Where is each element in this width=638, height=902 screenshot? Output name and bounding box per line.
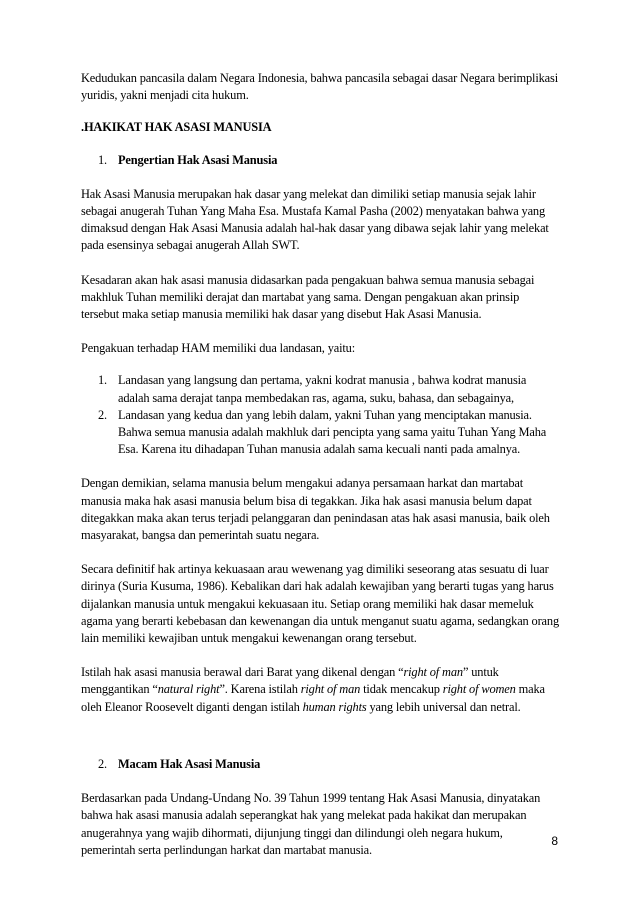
italic-term: natural right xyxy=(157,682,220,697)
list-number: 1. xyxy=(98,373,107,388)
italic-term: right of man xyxy=(300,682,361,697)
subsection-heading-1 xyxy=(81,152,559,169)
italic-term: human rights xyxy=(302,699,367,714)
text-span: Istilah hak asasi manusia berawal dari Barat yang dikenal dengan “ xyxy=(81,665,404,680)
landasan-list xyxy=(81,372,559,458)
section-title: .HAKIKAT HAK ASASI MANUSIA xyxy=(81,120,272,135)
subsection-number: 1. xyxy=(98,152,107,167)
text-span: maka oleh Eleanor Roosevelt diganti dengan istilah xyxy=(81,682,545,714)
italic-term: right of man xyxy=(403,665,463,680)
paragraph-definitif: Secara definitif hak artinya kekuasaan arau wewenang yag dimiliki seseorang atas sesuatu di luar dirinya (Suria Kusuma, 1986). Kebalikan dari hak adalah kewajiban yang berarti tugas yang harus dijalankan manusia untuk mengakui kekuasaan itu. Setiap orang memiliki hak dasar memeluk agama yang berarti kebebasan dan kewenangan dia untuk menganut suatu agama, sedangkan orang lain memiliki kewajiban untuk mengakui kewenangan orang tersebut. xyxy=(81,562,560,646)
list-text: Landasan yang langsung dan pertama, yakni kodrat manusia , bahwa kodrat manusia adalah sama derajat tanpa membedakan ras, agama, suku, bahasa, dan sebagainya, xyxy=(118,373,527,405)
page-number: 8 xyxy=(551,834,558,848)
list-number: 2. xyxy=(98,407,107,422)
paragraph-kesadaran: Kesadaran akan hak asasi manusia didasarkan pada pengakuan bahwa semua manusia sebagai makhluk Tuhan memiliki derajat dan martabat yang sama. Dengan pengakuan akan prinsip tersebut maka setiap manusia memiliki hak dasar yang disebut Hak Asasi Manusia. xyxy=(81,272,535,322)
subsection-title: Pengertian Hak Asasi Manusia xyxy=(118,152,278,167)
list-text: Landasan yang kedua dan yang lebih dalam, yakni Tuhan yang menciptakan manusia. Bahwa semua manusia adalah makhluk dari pencipta yang sama yaitu Tuhan Yang Maha Esa. Karena itu dihadapan Tuhan manusia adalah sama kecuali nanti pada amalnya. xyxy=(118,407,547,457)
text-span: tidak mencakup xyxy=(360,682,443,697)
text-span: yang lebih universal dan netral. xyxy=(366,699,521,714)
paragraph-istilah xyxy=(81,664,559,716)
list-item xyxy=(81,407,559,459)
subsection-title: Macam Hak Asasi Manusia xyxy=(118,756,261,771)
text-span: ” untuk menggantikan “ xyxy=(81,665,499,697)
italic-term: right of women xyxy=(442,682,516,697)
paragraph-pengakuan: Pengakuan terhadap HAM memiliki dua landasan, yaitu: xyxy=(81,341,356,356)
list-item xyxy=(81,372,559,406)
subsection-number: 2. xyxy=(98,756,107,771)
paragraph-definition: Hak Asasi Manusia merupakan hak dasar yang melekat dan dimiliki setiap manusia sejak lahir sebagai anugerah Tuhan Yang Maha Esa. Mustafa Kamal Pasha (2002) menyatakan bahwa yang dimaksud dengan Hak Asasi Manusia adalah hal-hak dasar yang dibawa sejak lahir yang melekat pada esensinya sebagai anugerah Allah SWT. xyxy=(81,186,549,253)
document-page xyxy=(81,70,559,859)
subsection-heading-2 xyxy=(81,756,559,773)
paragraph-demikian: Dengan demikian, selama manusia belum mengakui adanya persamaan harkat dan martabat manusia maka hak asasi manusia belum bisa di tegakkan. Jika hak asasi manusia belum dapat ditegakkan maka akan terus terjadi pelanggaran dan penindasan atas hak asasi manusia, baik oleh masyarakat, bangsa dan pemerintah suatu negara. xyxy=(81,476,550,543)
text-span: ”. Karena istilah xyxy=(219,682,301,697)
paragraph-undang-undang: Berdasarkan pada Undang-Undang No. 39 Tahun 1999 tentang Hak Asasi Manusia, dinyatakan bahwa hak asasi manusia adalah seperangkat hak yang melekat pada hakikat dan merupakan anugerahnya yang wajib dihormati, dijunjung tinggi dan dilindungi oleh negara hukum, pemerintah serta perlindungan harkat dan martabat manusia. xyxy=(81,791,541,857)
intro-paragraph: Kedudukan pancasila dalam Negara Indonesia, bahwa pancasila sebagai dasar Negara berimplikasi yuridis, yakni menjadi cita hukum. xyxy=(81,71,558,103)
